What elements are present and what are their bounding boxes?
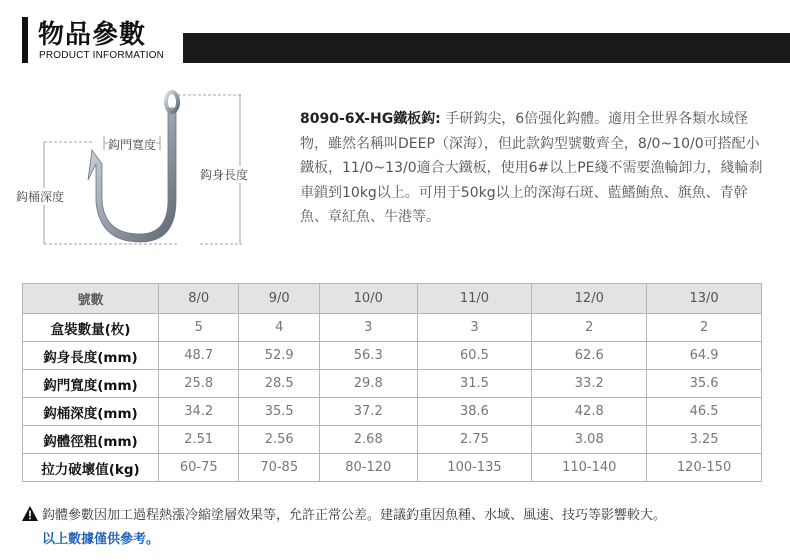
table-row	[23, 398, 762, 426]
value-cell: 4	[239, 314, 319, 342]
value-cell: 3.08	[532, 426, 647, 454]
row-label: 鈎身長度(mm)	[23, 342, 159, 370]
value-cell: 110-140	[532, 454, 647, 482]
size-cell: 10/0	[319, 284, 417, 314]
table-header-row	[23, 284, 762, 314]
value-cell: 34.2	[159, 398, 239, 426]
value-cell: 31.5	[417, 370, 532, 398]
value-cell: 120-150	[647, 454, 762, 482]
spec-table	[22, 283, 762, 482]
size-cell: 13/0	[647, 284, 762, 314]
value-cell: 3.25	[647, 426, 762, 454]
value-cell: 60-75	[159, 454, 239, 482]
value-cell: 2.75	[417, 426, 532, 454]
value-cell: 70-85	[239, 454, 319, 482]
value-cell: 2	[532, 314, 647, 342]
value-cell: 2	[647, 314, 762, 342]
value-cell: 2.68	[319, 426, 417, 454]
hook-diagram	[0, 90, 290, 260]
value-cell: 56.3	[319, 342, 417, 370]
value-cell: 25.8	[159, 370, 239, 398]
row-label: 鈎桶深度(mm)	[23, 398, 159, 426]
size-cell: 9/0	[239, 284, 319, 314]
value-cell: 42.8	[532, 398, 647, 426]
size-cell: 11/0	[417, 284, 532, 314]
row-label: 盒裝數量(枚)	[23, 314, 159, 342]
bend-depth-label: 鈎桶深度	[16, 190, 65, 204]
value-cell: 35.5	[239, 398, 319, 426]
table-row	[23, 454, 762, 482]
warning-note	[22, 504, 666, 523]
reference-note: 以上數據僅供參考。	[42, 532, 160, 547]
value-cell: 80-120	[319, 454, 417, 482]
value-cell: 52.9	[239, 342, 319, 370]
row-label: 鈎門寬度(mm)	[23, 370, 159, 398]
size-cell: 12/0	[532, 284, 647, 314]
product-description	[300, 107, 770, 230]
table-row	[23, 370, 762, 398]
value-cell: 33.2	[532, 370, 647, 398]
value-cell: 62.6	[532, 342, 647, 370]
table-row	[23, 342, 762, 370]
size-cell: 8/0	[159, 284, 239, 314]
value-cell: 2.56	[239, 426, 319, 454]
product-model: 8090-6X-HG鐵板鈎:	[300, 111, 441, 127]
value-cell: 5	[159, 314, 239, 342]
value-cell: 38.6	[417, 398, 532, 426]
value-cell: 37.2	[319, 398, 417, 426]
value-cell: 60.5	[417, 342, 532, 370]
table-row	[23, 314, 762, 342]
value-cell: 48.7	[159, 342, 239, 370]
row-label: 鈎體徑粗(mm)	[23, 426, 159, 454]
value-cell: 46.5	[647, 398, 762, 426]
header-decor-bar	[183, 33, 790, 63]
product-description-text: 手研鈎尖，6倍强化鈎體。適用全世界各類水域怪物，雖然名稱叫DEEP（深海），但此款鈎型號數齊全，8/0~10/0可搭配小鐵板，11/0~13/0適合大鐵板，使用6#以上PE綫不需要漁輪卸力，綫輪刹車鎖到10kg以上。可用于50kg以上的深海石斑、藍鰭鮪魚、旗魚、青幹魚、章紅魚、牛港等。	[300, 111, 763, 225]
value-cell: 3	[319, 314, 417, 342]
value-cell: 64.9	[647, 342, 762, 370]
page-title: 物品參數	[38, 20, 147, 50]
page-subtitle: PRODUCT INFORMATION	[39, 50, 165, 61]
row-label: 拉力破壞值(kg)	[23, 454, 159, 482]
value-cell: 28.5	[239, 370, 319, 398]
table-header-label: 號數	[23, 284, 159, 314]
shank-length-label: 鈎身長度	[200, 168, 249, 182]
warning-note-text: 鈎體參數因加工過程熱漲冷縮塗層效果等，允許正常公差。建議釣重因魚種、水域、風速、技巧等影響較大。	[42, 508, 667, 523]
gap-width-label: 鈎門寬度	[108, 138, 157, 152]
value-cell: 35.6	[647, 370, 762, 398]
value-cell: 3	[417, 314, 532, 342]
warning-triangle-icon	[22, 506, 38, 521]
header-accent-bar	[22, 17, 28, 63]
table-row	[23, 426, 762, 454]
value-cell: 2.51	[159, 426, 239, 454]
value-cell: 29.8	[319, 370, 417, 398]
value-cell: 100-135	[417, 454, 532, 482]
